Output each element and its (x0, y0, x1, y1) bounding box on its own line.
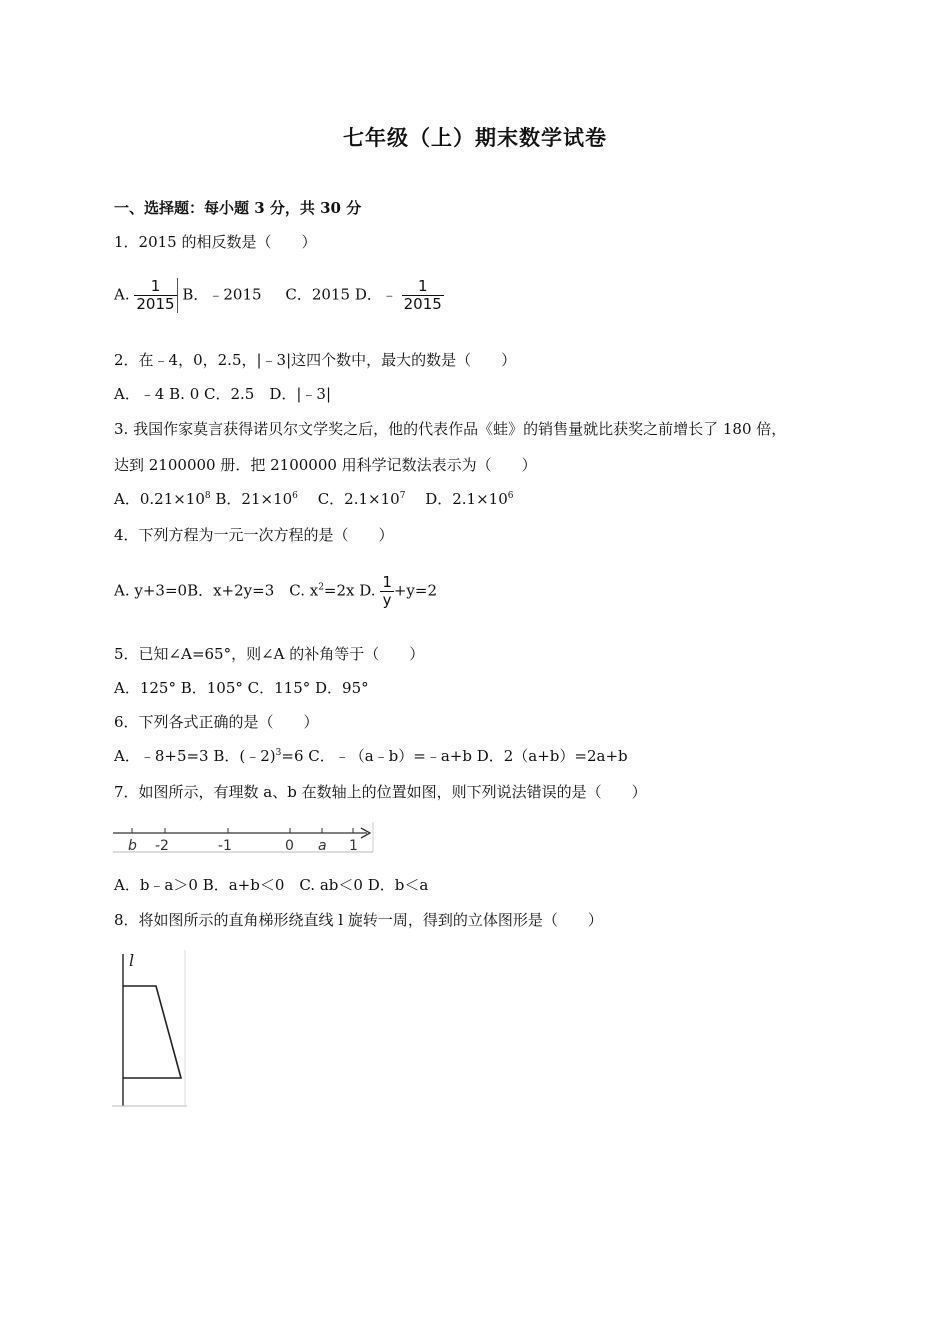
label-a: a (318, 838, 327, 854)
q1-d-numerator: 1 (417, 277, 428, 295)
question-2-options: A．﹣4 B. 0 C．2.5 D．|﹣3| (114, 385, 332, 403)
label-minus-2: -2 (155, 838, 169, 854)
exam-title: 七年级（上）期末数学试卷 (343, 125, 607, 150)
q1-a-numerator: 1 (150, 277, 161, 295)
q3-option-a-exponent: 8 (204, 491, 211, 501)
label-zero: 0 (285, 838, 294, 854)
axis-label-l: l (129, 951, 135, 970)
q1-option-c-d: C．2015 D．﹣ (285, 285, 397, 304)
question-1-stem: 1．2015 的相反数是（ ） (114, 233, 317, 251)
question-8-stem: 8．将如图所示的直角梯形绕直线 l 旋转一周，得到的立体图形是（ ） (114, 911, 603, 929)
trapezoid-shape (123, 986, 181, 1078)
q3-option-a: A．0.21×10 (114, 490, 205, 508)
question-3-stem-line1: 3. 我国作家莫言获得诺贝尔文学奖之后，他的代表作品《蛙》的销售量就比获奖之前增长了 180 倍， (114, 420, 787, 438)
section-heading-choice: 一、选择题：每小题 3 分，共 30 分 (114, 199, 362, 217)
label-b: b (128, 838, 137, 854)
right-trapezoid-figure (112, 950, 190, 1110)
question-6-options (114, 746, 628, 766)
q3-option-b: B．21×10 (215, 490, 293, 508)
q1-option-b: B．﹣2015 (182, 285, 262, 304)
question-1-options (114, 278, 444, 313)
q4-options-mid: =2x D. (323, 581, 376, 600)
label-minus-1: -1 (218, 838, 232, 854)
question-5-options: A．125° B．105° C．115° D．95° (114, 679, 369, 697)
question-4-stem: 4．下列方程为一元一次方程的是（ ） (114, 526, 394, 544)
question-3-options (114, 489, 513, 509)
q4-d-denominator: y (380, 591, 394, 609)
question-6-stem: 6．下列各式正确的是（ ） (114, 713, 319, 731)
question-2-stem: 2．在﹣4，0，2.5，|﹣3|这四个数中，最大的数是（ ） (114, 351, 517, 369)
q6-options-post: =6 C．﹣（a﹣b）=﹣a+b D．2（a+b）=2a+b (281, 747, 628, 765)
q6-options-pre: A．﹣8+5=3 B．(﹣2) (114, 747, 276, 765)
q1-a-denominator: 2015 (136, 295, 175, 313)
q4-option-d-fraction (380, 574, 394, 609)
q3-option-c-exponent: 7 (399, 491, 406, 501)
q3-option-d-exponent: 6 (507, 491, 514, 501)
q1-option-d-fraction (402, 278, 444, 313)
q3-option-d: D．2.1×10 (410, 490, 508, 508)
q1-option-a-label: A. (114, 285, 130, 304)
q4-options-pre: A. y+3=0B．x+2y=3 C. x (114, 581, 319, 600)
question-7-stem: 7．如图所示，有理数 a、b 在数轴上的位置如图，则下列说法错误的是（ ） (114, 783, 647, 801)
q4-d-numerator: 1 (382, 573, 392, 591)
q4-options-post: +y=2 (393, 581, 438, 600)
question-5-stem: 5．已知∠A=65°，则∠A 的补角等于（ ） (114, 645, 425, 663)
q3-option-c: C．2.1×10 (302, 490, 400, 508)
q1-option-a-fraction (134, 278, 177, 313)
number-line-figure (113, 822, 375, 854)
question-7-options: A．b﹣a＞0 B．a+b＜0 C. ab＜0 D．b＜a (114, 876, 429, 894)
question-3-stem-line2: 达到 2100000 册．把 2100000 用科学记数法表示为（ ） (114, 456, 537, 474)
q3-option-b-exponent: 6 (292, 491, 298, 501)
label-one: 1 (349, 838, 358, 854)
question-4-options (114, 574, 437, 609)
q4-option-c-exponent: 2 (318, 582, 324, 593)
q1-d-denominator: 2015 (403, 295, 442, 313)
q6-option-b-exponent: 3 (275, 748, 282, 758)
